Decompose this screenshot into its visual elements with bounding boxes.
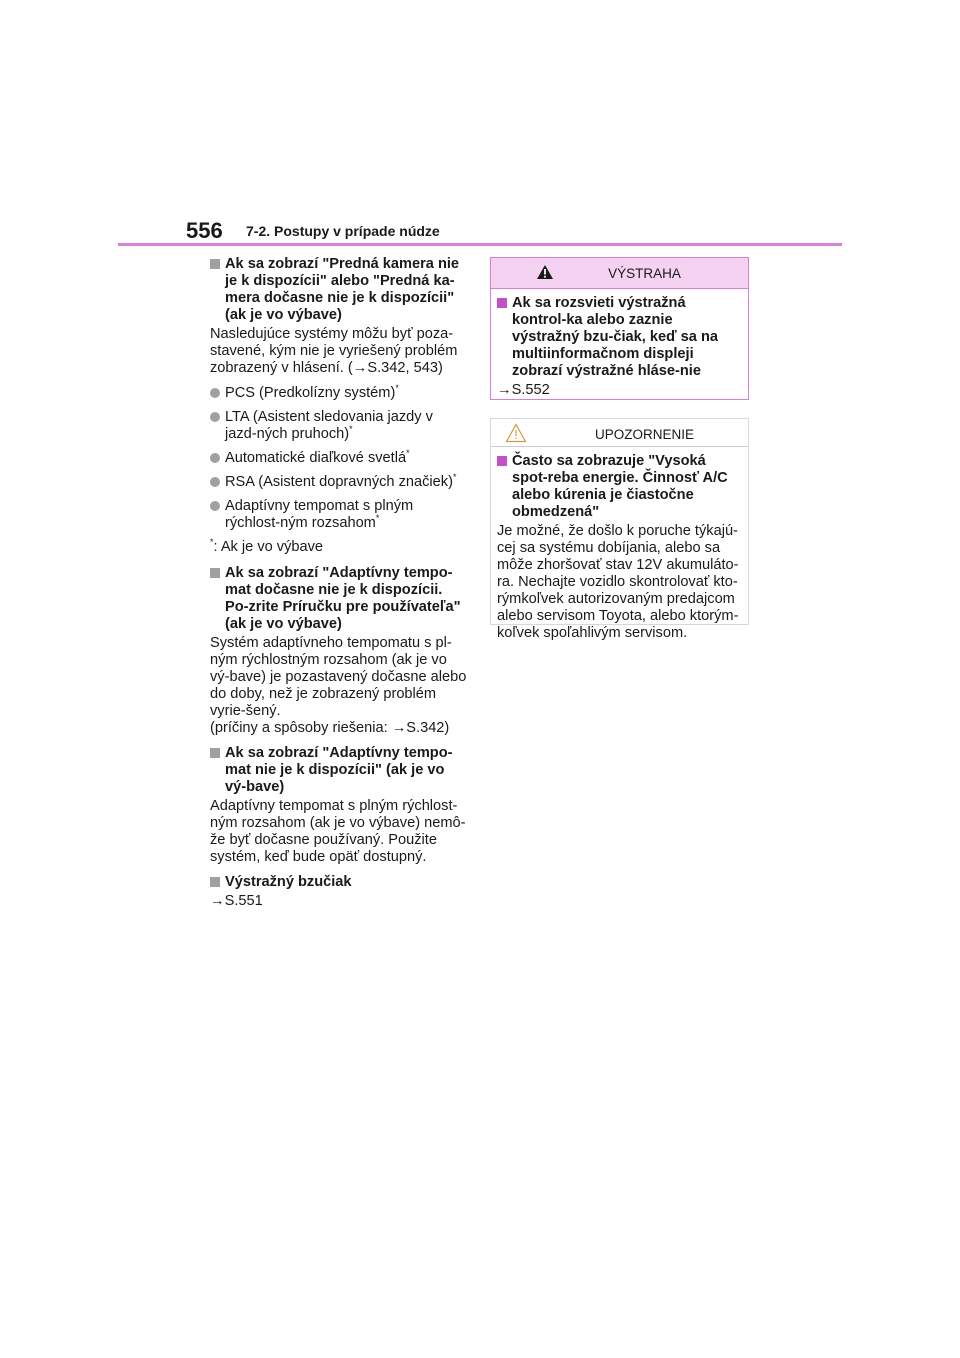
heading-acc-temporary: Ak sa zobrazí "Adaptívny tempo-mat dočasne nie je k dispozícii. Po-zrite Príručku pre používateľa" (ak je vo výbave) — [210, 565, 468, 633]
bullet-item: RSA (Asistent dopravných značiek)* — [210, 474, 468, 491]
heading-warning-buzzer: Výstražný bzučiak — [210, 874, 468, 891]
section-title: 7-2. Postupy v prípade núdze — [246, 223, 440, 239]
notice-paragraph: Je možné, že došlo k poruche týkajú-cej sa systému dobíjania, alebo sa môže zhoršovať stav 12V akumuláto-ra. Nechajte vozidlo skontrolovať kto-rýmkoľvek autorizovaným predajcom alebo servisom Toyota, alebo ktorým-koľvek spoľahlivým servisom. — [497, 523, 739, 641]
warning-box-header — [491, 258, 748, 289]
link-reference-551[interactable]: →S.551 — [210, 893, 263, 909]
paragraph-acc-reference: (príčiny a spôsoby riešenia: →S.342) — [210, 720, 450, 736]
notice-title: UPOZORNENIE — [594, 427, 694, 442]
notice-box — [490, 418, 749, 641]
left-column — [210, 256, 468, 918]
paragraph-acc-unavailable: Adaptívny tempomat s plným rýchlost-ným rozsahom (ak je vo výbave) nemô-že byť dočasne používaný. Použite systém, keď bude opäť dostupný. — [210, 798, 466, 865]
bullet-item: LTA (Asistent sledovania jazdy v jazd-ných pruhoch)* — [210, 409, 468, 443]
heading-acc-unavailable: Ak sa zobrazí "Adaptívny tempo-mat nie je k dispozícii" (ak je vo vý-bave) — [210, 745, 468, 796]
notice-heading: Často sa zobrazuje "Vysoká spot-reba energie. Činnosť A/C alebo kúrenia je čiastočne obmedzená" — [497, 453, 742, 521]
caution-triangle-icon — [505, 423, 527, 443]
heading-front-camera: Ak sa zobrazí "Predná kamera nie je k dispozícii" alebo "Predná ka-mera dočasne nie je k dispozícii" (ak je vo výbave) — [210, 256, 468, 324]
header-rule — [118, 243, 842, 246]
warning-title: VÝSTRAHA — [608, 266, 681, 281]
footnote: *: Ak je vo výbave — [210, 537, 324, 555]
warning-box — [490, 257, 749, 400]
paragraph-front-camera: Nasledujúce systémy môžu byť poza-stavené, kým nie je vyriešený problém zobrazený v hlásení. (→S.342, 543) — [210, 326, 458, 376]
paragraph-acc-temporary: Systém adaptívneho tempomatu s pl-ným rýchlostným rozsahom (ak je vo vý-bave) je pozastavený dočasne alebo do doby, než je zobrazený problém vyrie-šený. — [210, 635, 467, 719]
link-reference-552[interactable]: →S.552 — [497, 382, 550, 398]
bullet-item: PCS (Predkolízny systém)* — [210, 385, 468, 402]
bullet-item: Automatické diaľkové svetlá* — [210, 450, 468, 467]
notice-box-header — [491, 419, 748, 447]
bullet-item: Adaptívny tempomat s plným rýchlost-ným rozsahom* — [210, 498, 468, 532]
warning-heading: Ak sa rozsvieti výstražná kontrol-ka alebo zaznie výstražný bzu-čiak, keď sa na multiinformačnom displeji zobrazí výstražné hláse-nie — [497, 295, 742, 380]
page-number: 556 — [186, 218, 223, 243]
